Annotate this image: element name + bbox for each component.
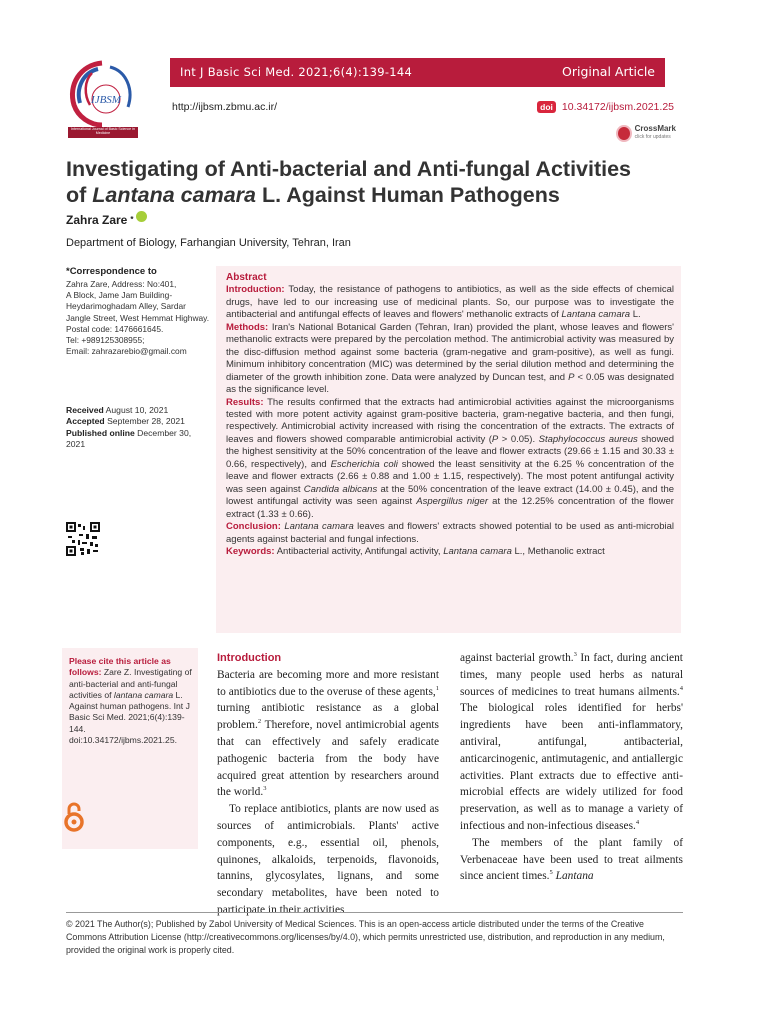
body-text: against bacterial growth. bbox=[460, 652, 574, 664]
doi-link[interactable] bbox=[537, 101, 674, 113]
body-paragraph: To replace antibiotics, plants are now used as sources of antimicrobials. Plants' active components, e.g., essential oil, phenols, quinones, alkaloids, terpenoids, flavonoids, tannins, glycosylates, lignans, and some secondary metabolites, have been noted to participate in their activities bbox=[217, 803, 439, 916]
received-label: Received bbox=[66, 405, 104, 415]
footer-divider bbox=[66, 912, 683, 913]
body-text: turning antibiotic resistance as a global problem. bbox=[217, 702, 439, 732]
abstract-organism: Candida albicans bbox=[303, 483, 378, 495]
author-name: Zahra Zare * bbox=[66, 213, 147, 227]
citation-body: Zare Z. Investigating of anti-bacterial and anti-fungal activities of bbox=[69, 667, 192, 700]
reference-mark[interactable]: 2 bbox=[257, 718, 262, 726]
reference-mark[interactable]: 3 bbox=[263, 785, 267, 793]
keywords: Antibacterial activity, Antifungal activity, bbox=[274, 545, 444, 557]
abstract-heading: Abstract bbox=[226, 272, 267, 283]
crossmark-icon bbox=[616, 125, 632, 142]
reference-mark[interactable]: 4 bbox=[635, 819, 640, 827]
keywords: L., Methanolic extract bbox=[511, 545, 605, 557]
body-column-left bbox=[217, 650, 439, 919]
qr-code-icon bbox=[66, 522, 100, 556]
abstract-organism: Escherichia coli bbox=[330, 458, 398, 470]
introduction-heading: Introduction bbox=[217, 652, 282, 664]
reference-mark[interactable]: 5 bbox=[549, 869, 553, 877]
title-line-1: Investigating of Anti-bacterial and Anti-fungal Activities bbox=[66, 157, 632, 181]
abstract-methods: Iran's National Botanical Garden (Tehran, Iran) provided the plant, whose leaves and flowers' methanolic extracts were prepared by the percolation method. The antimicrobial activity was measured by the disc-diffusion method against some bacteria (gram-negative and gram-positive), as well as fungi. Minimum inhibitory concentration (MIC) was determined by the serial dilution method and determining the diameter of the growth inhibition zone. Data were analyzed by Duncan test, and bbox=[226, 321, 674, 383]
corr-line: Jangle Street, West Hemmat Highway. bbox=[66, 312, 210, 323]
abstract-methods-label: Methods: bbox=[226, 321, 269, 333]
reference-mark[interactable]: 4 bbox=[679, 684, 683, 692]
abstract-panel bbox=[216, 266, 681, 633]
abstract-results: at the 50% concentration of the leave extract (14.00 ± 0.45), and the lowest antifungal activity was seen against bbox=[226, 483, 675, 508]
abstract-organism: Aspergillus niger bbox=[416, 496, 488, 508]
article-type: Original Article bbox=[562, 64, 655, 79]
abstract-text bbox=[226, 272, 674, 558]
journal-citation: Int J Basic Sci Med. 2021;6(4):139-144 bbox=[180, 65, 413, 79]
body-paragraph bbox=[460, 835, 683, 885]
body-column-right bbox=[460, 650, 683, 885]
abstract-results: > 0.05). bbox=[498, 433, 539, 445]
open-access-icon bbox=[63, 801, 85, 833]
reference-mark[interactable]: 1 bbox=[435, 684, 439, 692]
body-text: Therefore, novel antimicrobial agents that can effectively and safely eradicate pathogenic bacteria from the body have acquired great attention by researchers around the world. bbox=[217, 719, 439, 799]
published-date: December 30, 2021 bbox=[66, 427, 192, 449]
abstract-conclusion-label: Conclusion: bbox=[226, 521, 281, 533]
corr-line: Zahra Zare, Address: No:401, bbox=[66, 279, 177, 289]
orcid-icon[interactable] bbox=[136, 211, 147, 222]
author-text: Zahra Zare bbox=[66, 213, 128, 227]
abstract-p-symbol: P bbox=[568, 371, 575, 383]
corr-email[interactable]: Email: zahrazarebio@gmail.com bbox=[66, 346, 187, 357]
correspondence-details bbox=[66, 279, 216, 357]
citation-body-end: L. Against human pathogens. Int J Basic Sci Med. 2021;6(4):139-144. doi:10.34172/ijbms.2021.25. bbox=[69, 689, 190, 746]
published-label: Published online bbox=[66, 427, 135, 438]
article-dates bbox=[66, 405, 196, 450]
corr-line: Heydarimoghadam Alley, Sardar bbox=[66, 301, 186, 312]
corr-line: Tel: +989125308955; bbox=[66, 335, 145, 346]
reference-mark[interactable]: 3 bbox=[573, 651, 577, 659]
abstract-results: The results confirmed that the extracts had antimicrobial activities against the microorganisms tested with more potent activity against gram-positive bacteria, gram-negative bacteria, and then fungi, respectively. Antimicrobial activity increased with rising the concentration of the extracts. The extracts of leaves and flowers showed comparable antimicrobial activity ( bbox=[226, 396, 674, 445]
doi-icon: doi bbox=[537, 101, 556, 113]
abstract-results: showed the least sensitivity at the 6.25 % concentration of the leave and flower extracts (2.66 ± 0.88 and 1.00 ± 1.15, respectively). The most potent antifungal activity was seen against bbox=[226, 458, 674, 495]
crossmark-label: CrossMark bbox=[634, 124, 676, 133]
accepted-date: September 28, 2021 bbox=[104, 416, 185, 427]
body-paragraph bbox=[217, 667, 439, 801]
abstract-intro-label: Introduction: bbox=[226, 284, 285, 296]
abstract-conclusion: leaves and flowers' extracts showed potential to be used as anti-microbial agents against bacterial and fungal infections. bbox=[226, 521, 674, 545]
body-species: Lantana bbox=[555, 870, 594, 883]
article-title bbox=[66, 156, 686, 208]
body-text: The biological roles identified for herbs' ingredients have been anti-inflammatory, antiviral, antifungal, antibacterial, anticarcinogenic, antimutagenic, and antiallergic activities. Plant extracts due to effective anti-microbial effects are widely utilized for food preservation, as well as to manage a variety of infectious and non-infectious diseases. bbox=[460, 702, 683, 832]
abstract-organism: Staphylococcus aureus bbox=[538, 433, 638, 445]
crossmark-button[interactable] bbox=[616, 122, 676, 144]
body-text: The members of the plant family of Verbenaceae have been used to treat ailments since ancient times. bbox=[460, 836, 683, 883]
keywords-species: Lantana camara bbox=[443, 545, 512, 557]
doi-value: 10.34172/ijbsm.2021.25 bbox=[561, 101, 674, 113]
corr-line: A Block, Jame Jam Building- bbox=[66, 290, 173, 301]
abstract-species: Lantana camara bbox=[284, 521, 354, 533]
abstract-results: at the 12.25% concentration of the flower extract (1.33 ± 0.66). bbox=[226, 496, 674, 520]
abstract-methods-end: < 0.05 was designated as the significance level. bbox=[226, 371, 674, 396]
body-text: In fact, during ancient times, many people used herbs as natural sources of medicines to treat humans ailments. bbox=[460, 652, 683, 698]
corr-line: Postal code: 1476661645. bbox=[66, 323, 164, 334]
abstract-p-symbol: P bbox=[491, 433, 499, 445]
accepted-label: Accepted bbox=[66, 416, 105, 427]
citation-text bbox=[69, 656, 193, 746]
abstract-results-label: Results: bbox=[226, 396, 264, 408]
abstract-intro-end: L. bbox=[630, 309, 641, 321]
abstract-intro: Today, the resistance of pathogens to antibiotics, as well as the side effects of chemical drugs, have led to our increasing use of medicinal plants. So, our purpose was to investigate the antibacterial and antifungal effects of leaves and flowers' methanolic extracts of bbox=[226, 284, 674, 321]
logo-caption: International Journal of Basic Science in Medicine bbox=[71, 127, 135, 136]
crossmark-sub: click for updates bbox=[634, 134, 671, 140]
correspondence-heading: *Correspondence to bbox=[66, 266, 157, 277]
keywords-label: Keywords: bbox=[226, 545, 275, 557]
abstract-species: Lantana camara bbox=[561, 309, 631, 321]
license-text: © 2021 The Author(s); Published by Zabol University of Medical Sciences. This is an open-access article distributed under the terms of the Creative Commons Attribution License (http://creativecommons.org/licenses/by/4.0), which permits unrestricted use, distribution, and reproduction in any medium, provided the original work is properly cited. bbox=[66, 919, 665, 956]
title-prefix: of bbox=[66, 183, 93, 207]
logo-text: IJBSM bbox=[91, 94, 121, 106]
citation-label: Please cite this article as follows: bbox=[69, 656, 171, 678]
body-paragraph bbox=[460, 650, 683, 835]
citation-species: lantana camara bbox=[113, 689, 174, 700]
body-text: Bacteria are becoming more and more resistant to antibiotics due to the overuse of these agents, bbox=[217, 668, 439, 698]
title-species: Lantana camara bbox=[92, 183, 256, 207]
affiliation: Department of Biology, Farhangian University, Tehran, Iran bbox=[66, 237, 351, 249]
abstract-results: showed the highest sensitivity at the 50% concentration of the leave and flower extracts (29.66 ± 1.15 and 30.33 ± 0.66, respectively), and bbox=[226, 433, 675, 470]
journal-banner bbox=[170, 58, 665, 87]
title-suffix: L. Against Human Pathogens bbox=[256, 183, 560, 207]
journal-url-link[interactable]: http://ijbsm.zbmu.ac.ir/ bbox=[172, 101, 278, 113]
received-date: August 10, 2021 bbox=[103, 405, 169, 415]
